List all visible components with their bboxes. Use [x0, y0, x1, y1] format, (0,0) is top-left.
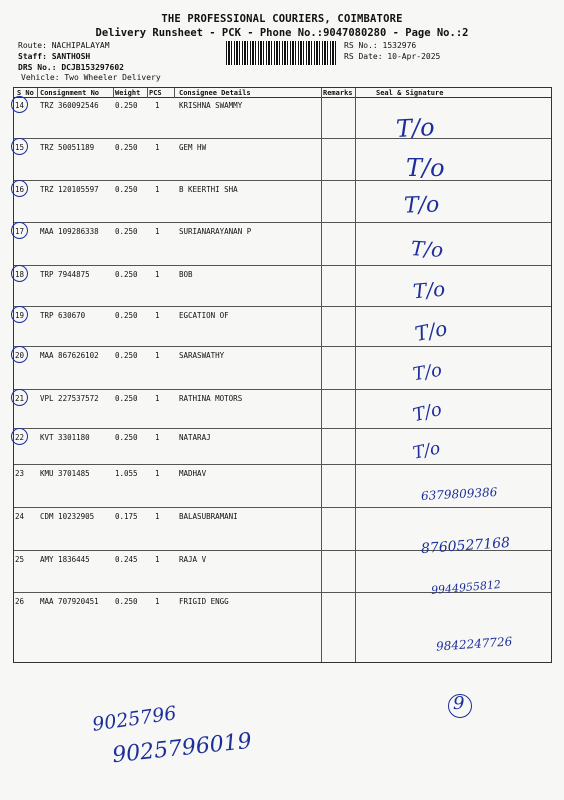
- pcs-value: 1: [155, 101, 160, 110]
- handwritten-note-1: 9025796: [90, 702, 178, 736]
- serial-number: 18: [15, 270, 25, 279]
- col-weight: Weight: [115, 89, 141, 97]
- serial-number: 22: [15, 433, 25, 442]
- pcs-value: 1: [155, 270, 160, 279]
- table-row: [14, 266, 551, 307]
- consignment-number: VPL 227537572: [40, 394, 99, 403]
- serial-number: 20: [15, 351, 25, 360]
- signature-mark: T/o: [412, 315, 450, 347]
- consignment-number: MAA 707920451: [40, 597, 99, 606]
- consignee-name: BOB: [179, 270, 193, 279]
- serial-number: 26: [15, 597, 25, 606]
- pcs-value: 1: [155, 311, 160, 320]
- serial-number: 16: [15, 185, 25, 194]
- table-row: [14, 97, 551, 143]
- weight-value: 0.250: [115, 185, 138, 194]
- signature-mark: T/o: [410, 398, 445, 427]
- consignment-number: TRP 630670: [40, 311, 86, 320]
- consignee-name: SURIANARAYANAN P: [179, 227, 252, 236]
- weight-value: 0.250: [115, 101, 138, 110]
- serial-check-circle: [11, 306, 28, 323]
- consignment-number: KMU 3701485: [40, 469, 90, 478]
- pcs-value: 1: [155, 351, 160, 360]
- signature-mark: T/o: [412, 276, 447, 304]
- signature-mark: T/o: [406, 154, 445, 182]
- consignee-name: RAJA V: [179, 555, 207, 564]
- table-row: [14, 508, 551, 558]
- consignment-number: TRZ 120105597: [40, 185, 99, 194]
- consignee-name: GEM HW: [179, 143, 207, 152]
- rs-date: RS Date: 10-Apr-2025: [344, 52, 441, 61]
- table-row: [14, 347, 551, 390]
- serial-check-circle: [11, 222, 28, 239]
- staff-label: Staff: SANTHOSH: [18, 52, 91, 61]
- consignee-name: SARASWATHY: [179, 351, 225, 360]
- consignee-name: BALASUBRAMANI: [179, 512, 238, 521]
- col-pcs: PCS: [149, 89, 162, 97]
- table-row: [14, 593, 551, 661]
- consignee-name: NATARAJ: [179, 433, 211, 442]
- weight-value: 1.055: [115, 469, 138, 478]
- table-row: [14, 181, 551, 223]
- signature-mark: T/o: [410, 236, 444, 262]
- col-remarks: Remarks: [323, 89, 353, 97]
- signature-mark: T/o: [411, 438, 443, 464]
- pcs-value: 1: [155, 143, 160, 152]
- weight-value: 0.250: [115, 433, 138, 442]
- serial-check-circle: [11, 138, 28, 155]
- consignee-name: EGCATION OF: [179, 311, 229, 320]
- serial-number: 23: [15, 469, 25, 478]
- runsheet-table: [13, 87, 552, 663]
- weight-value: 0.250: [115, 143, 138, 152]
- consignment-number: TRZ 50051189: [40, 143, 95, 152]
- table-row: [14, 307, 551, 347]
- signature-mark: 6379809386: [420, 485, 498, 503]
- vehicle-label: Vehicle: Two Wheeler Delivery: [21, 73, 161, 82]
- signature-mark: T/o: [403, 192, 440, 219]
- serial-check-circle: [11, 96, 28, 113]
- signature-mark: T/o: [395, 113, 436, 143]
- signature-mark: 9944955812: [430, 577, 502, 598]
- consignment-number: MAA 109286338: [40, 227, 99, 236]
- consignee-name: RATHINA MOTORS: [179, 394, 243, 403]
- table-row: [14, 139, 551, 181]
- table-row: [14, 429, 551, 465]
- serial-check-circle: [11, 180, 28, 197]
- drs-number: DRS No.: DCJB153297602: [18, 63, 124, 72]
- serial-check-circle: [11, 265, 28, 282]
- weight-value: 0.250: [115, 270, 138, 279]
- pcs-value: 1: [155, 433, 160, 442]
- table-row: [14, 223, 551, 266]
- table-row: [14, 551, 551, 598]
- pcs-value: 1: [155, 512, 160, 521]
- page-mark: 9: [453, 693, 465, 714]
- weight-value: 0.245: [115, 555, 138, 564]
- serial-number: 25: [15, 555, 25, 564]
- runsheet-subtitle: Delivery Runsheet - PCK - Phone No.:9047080280 - Page No.:2: [95, 27, 469, 39]
- serial-number: 14: [15, 101, 25, 110]
- consignment-number: TRZ 360092546: [40, 101, 99, 110]
- weight-value: 0.250: [115, 394, 138, 403]
- weight-value: 0.250: [115, 227, 138, 236]
- col-consignment: Consignment No: [40, 89, 100, 97]
- col-consignee: Consignee Details: [179, 89, 251, 97]
- consignee-name: FRIGID ENGG: [179, 597, 229, 606]
- company-title: THE PROFESSIONAL COURIERS, COIMBATORE: [161, 13, 403, 25]
- serial-check-circle: [11, 428, 28, 445]
- route-label: Route: NACHIPALAYAM: [18, 41, 110, 50]
- rs-number: RS No.: 1532976: [344, 41, 417, 50]
- weight-value: 0.250: [115, 311, 138, 320]
- serial-check-circle: [11, 346, 28, 363]
- signature-mark: 8760527168: [420, 534, 511, 558]
- col-seal-signature: Seal & Signature: [376, 89, 444, 97]
- consignee-name: KRISHNA SWAMMY: [179, 101, 243, 110]
- handwritten-note-2: 9025796019: [111, 728, 253, 769]
- signature-mark: T/o: [411, 359, 444, 386]
- serial-number: 21: [15, 394, 25, 403]
- pcs-value: 1: [155, 555, 160, 564]
- weight-value: 0.250: [115, 351, 138, 360]
- serial-number: 17: [15, 227, 25, 236]
- consignment-number: TRP 7944875: [40, 270, 90, 279]
- table-row: [14, 390, 551, 429]
- col-sno: S No: [17, 89, 34, 97]
- consignment-number: CDM 10232905: [40, 512, 95, 521]
- serial-number: 24: [15, 512, 25, 521]
- weight-value: 0.250: [115, 597, 138, 606]
- pcs-value: 1: [155, 185, 160, 194]
- consignee-name: B KEERTHI SHA: [179, 185, 238, 194]
- consignment-number: AMY 1836445: [40, 555, 90, 564]
- pcs-value: 1: [155, 469, 160, 478]
- pcs-value: 1: [155, 394, 160, 403]
- consignment-number: KVT 3301180: [40, 433, 90, 442]
- serial-number: 19: [15, 311, 25, 320]
- serial-check-circle: [11, 389, 28, 406]
- signature-mark: 9842247726: [435, 634, 513, 654]
- barcode-image: [226, 41, 336, 65]
- weight-value: 0.175: [115, 512, 138, 521]
- pcs-value: 1: [155, 597, 160, 606]
- consignment-number: MAA 867626102: [40, 351, 99, 360]
- consignee-name: MADHAV: [179, 469, 207, 478]
- table-row: [14, 465, 551, 508]
- pcs-value: 1: [155, 227, 160, 236]
- serial-number: 15: [15, 143, 25, 152]
